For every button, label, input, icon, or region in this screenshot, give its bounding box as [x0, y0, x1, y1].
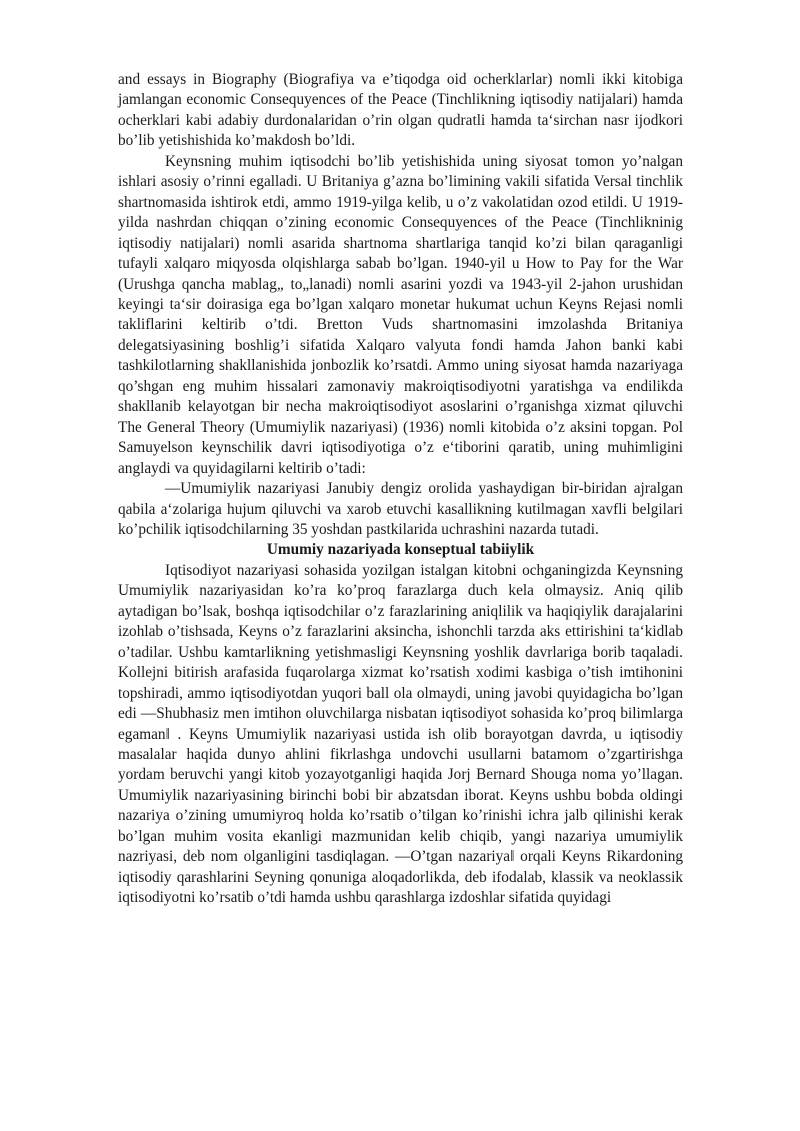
paragraph-3: ―Umumiylik nazariyasi Janubiy dengiz orolida yashaydigan bir-biridan ajralgan qabila a‘zolariga hujum qiluvchi va xarob etuvchi kasallikning kutilmagan xavfli belgilari ko’pchilik iqtisodchilarning 35 yoshdan pastkilarida uchrashini nazarda tutadi.	[118, 480, 683, 538]
section-heading: Umumiy nazariyada konseptual tabiiylik	[266, 541, 535, 559]
document-page	[118, 70, 683, 909]
paragraph-1: and essays in Biography (Biografiya va e’tiqodga oid ocherklarlar) nomli ikki kitobiga jamlangan economic Consequyences of the Peace (Tinchlikning iqtisodiy natijalari) hamda ocherklari kabi adabiy durdonalaridan o’rin olgan qudratli hamda ta‘sirchan nasr ijodkori bo’lib yetishishida ko’makdosh bo’ldi.	[118, 71, 683, 150]
paragraph-2: Keynsning muhim iqtisodchi bo’lib yetishishida uning siyosat tomon yo’nalgan ishlari asosiy o’rinni egalladi. U Britaniya g’azna bo’limining vakili sifatida Versal tinchlik shartnomasida ishtirok etdi, ammo 1919-yilga kelib, u o’z vakolatidan ozod etildi. U 1919-yilda nashrdan chiqqan o’zining economic Consequyences of the Peace (Tinchlikninig iqtisodiy natijalari) nomli asarida shartnoma shartlariga tanqid ko’zi bilan qaraganligi tufayli xalqaro miqyosda olqishlarga sabab bo’lgan. 1940-yil u How to Pay for the War (Urushga qancha mablag„ to„lanadi) nomli asarini yozdi va 1943-yil 2-jahon urushidan keyingi ta‘sir doirasiga ega bo’lgan xalqaro monetar hukumat uchun Keyns Rejasi nomli takliflarini keltirib o’tdi. Bretton Vuds shartnomasini imzolashda Britaniya delegatsiyasining boshlig’i sifatida Xalqaro valyuta fondi hamda Jahon banki kabi tashkilotlarning shakllanishida jonbozlik ko’rsatdi. Ammo uning siyosat hamda nazariyaga qo’shgan eng muhim hissalari zamonaviy makroiqtisodiyotni yaratishga va endilikda shakllanib kelayotgan bir necha makroiqtisodiyot asoslarini o’rganishga xizmat qiluvchi The General Theory (Umumiylik nazariyasi) (1936) nomli kitobida o’z aksini topgan. Pol Samuyelson keynschilik davri iqtisodiyotiga o’z e‘tiborini qaratib, uning muhimligini anglaydi va quyidagilarni keltirib o’tadi:	[118, 152, 683, 477]
paragraph-4: Iqtisodiyot nazariyasi sohasida yozilgan istalgan kitobni ochganingizda Keynsning Umumiylik nazariyasidan ko’ra ko’proq farazlarga duch kela olmaysiz. Aniq qilib aytadigan bo’lsak, boshqa iqtisodchilar o’z farazlarining aniqlilik va haqiqiylik darajalarini izohlab o’tishsada, Keyns o’z farazlarini aksincha, ishonchli tarzda aks ettirishini ta‘kidlab o’tadilar. Ushbu kamtarlikning yetishmasligi Keynsning yoshlik davrlariga borib taqaladi. Kollejni bitirish arafasida fuqarolarga xizmat ko’rsatish xodimi kasbiga o’tish imtihonini topshiradi, ammo iqtisodiyotdan yuqori ball ola olmaydi, uning javobi quyidagicha bo’lgan edi ―Shubhasiz men imtihon oluvchilarga nisbatan iqtisodiyot sohasida ko’proq bilimlarga egaman‖ . Keyns Umumiylik nazariyasi ustida ish olib borayotgan davrda, u iqtisodiy masalalar haqida dunyo ahlini fikrlashga undovchi usullarni batamom o’zgartirishga yordam beruvchi yangi kitob yozayotganligi haqida Jorj Bernard Shouga noma yo’llagan. Umumiylik nazariyasining birinchi bobi bir abzatsdan iborat. Keyns ushbu bobda oldingi nazariya o’zining umumiyroq holda ko’rsatib o’tilgan ko’rinishi ichra jalb qilinishi kerak bo’lgan muhim vosita ekanligi mazmunidan kelib chiqib, yangi nazariya umumiylik nazriyasi, deb nom olganligini tasdiqlagan. ―O’tgan nazariya‖ orqali Keyns Rikardoning iqtisodiy qarashlarini Seyning qonuniga aloqadorlikda, deb ifodalab, klassik va neoklassik iqtisodiyotni ko’rsatib o’tdi hamda ushbu qarashlarga izdoshlar sifatida quyidagi	[118, 561, 683, 907]
